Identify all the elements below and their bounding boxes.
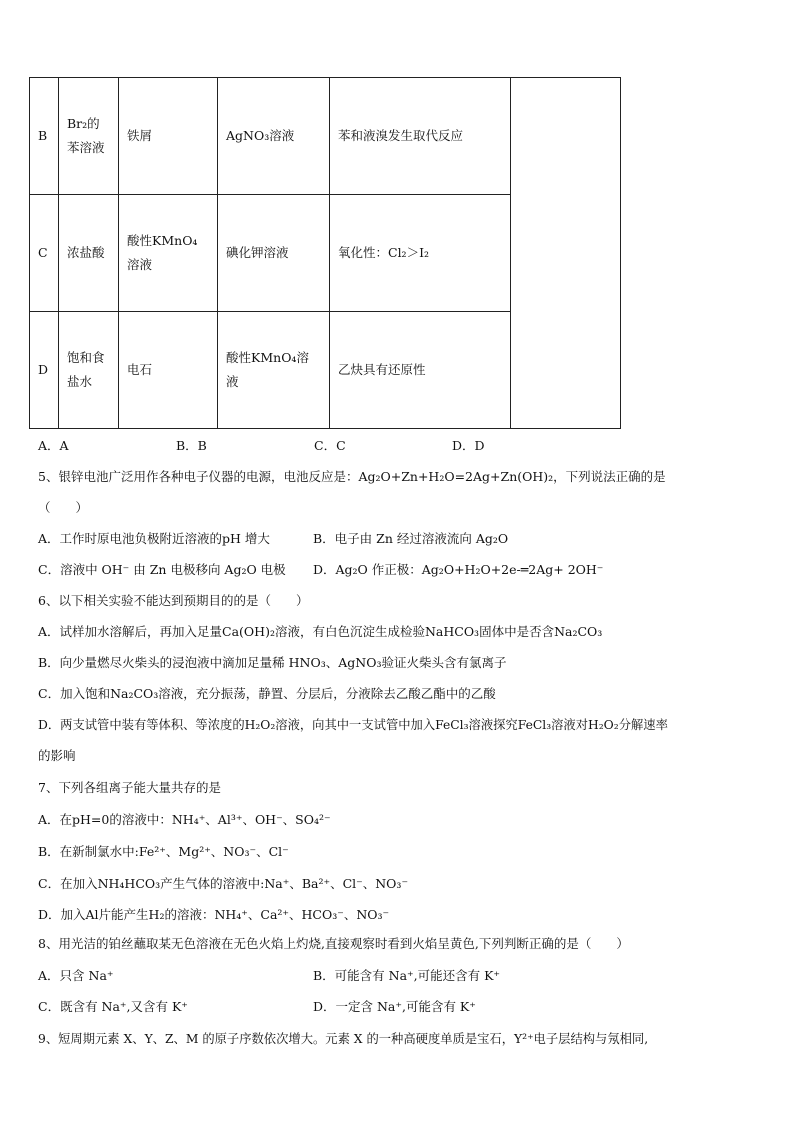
q8-option-c[interactable]: C．既含有 Na⁺,又含有 K⁺ bbox=[38, 999, 188, 1014]
q9-stem: 9、短周期元素 X、Y、Z、M 的原子序数依次增大。元素 X 的一种高硬度单质是宝石，Y²⁺电子层结构与氖相同, bbox=[38, 1032, 649, 1046]
empty-cell bbox=[511, 78, 621, 429]
q7-stem: 7、下列各组离子能大量共存的是 bbox=[38, 780, 221, 795]
reagent-a: 饱和食盐水 bbox=[59, 312, 119, 429]
row-label: C bbox=[30, 195, 59, 312]
q4-option-d[interactable]: D．D bbox=[452, 438, 485, 453]
q5-option-a[interactable]: A．工作时原电池负极附近溶液的pH 增大 bbox=[38, 531, 270, 546]
q4-option-b[interactable]: B．B bbox=[176, 438, 207, 453]
q5-stem: 5、银锌电池广泛用作各种电子仪器的电源，电池反应是：Ag₂O+Zn+H₂O=2Ag+Zn(OH)₂，下列说法正确的是 bbox=[38, 469, 666, 484]
row-label: B bbox=[30, 78, 59, 195]
q8-option-d[interactable]: D．一定含 Na⁺,可能含有 K⁺ bbox=[313, 999, 476, 1014]
q4-option-a[interactable]: A．A bbox=[38, 438, 69, 453]
conclusion: 苯和液溴发生取代反应 bbox=[330, 78, 511, 195]
table-row bbox=[30, 78, 621, 195]
q6-option-b[interactable]: B．向少量燃尽火柴头的浸泡液中滴加足量稀 HNO₃、AgNO₃验证火柴头含有氯离子 bbox=[38, 655, 507, 670]
reagent-c: 酸性KMnO₄溶液 bbox=[218, 312, 330, 429]
q8-option-b[interactable]: B．可能含有 Na⁺,可能还含有 K⁺ bbox=[313, 968, 501, 983]
q6-option-a[interactable]: A．试样加水溶解后，再加入足量Ca(OH)₂溶液，有白色沉淀生成检验NaHCO₃固体中是否含Na₂CO₃ bbox=[38, 624, 603, 639]
q7-option-b[interactable]: B．在新制氯水中:Fe²⁺、Mg²⁺、NO₃⁻、Cl⁻ bbox=[38, 844, 289, 859]
reagent-c: AgNO₃溶液 bbox=[218, 78, 330, 195]
q6-option-d-cont: 的影响 bbox=[38, 748, 76, 763]
q6-option-c[interactable]: C．加入饱和Na₂CO₃溶液，充分振荡，静置、分层后，分液除去乙酸乙酯中的乙酸 bbox=[38, 686, 496, 701]
reagent-a: 浓盐酸 bbox=[59, 195, 119, 312]
q5-option-c[interactable]: C．溶液中 OH⁻ 由 Zn 电极移向 Ag₂O 电极 bbox=[38, 562, 286, 577]
reagent-b: 酸性KMnO₄溶液 bbox=[119, 195, 218, 312]
experiment-table bbox=[29, 77, 621, 429]
reagent-a: Br₂的苯溶液 bbox=[59, 78, 119, 195]
q8-stem: 8、用光洁的铂丝蘸取某无色溶液在无色火焰上灼烧,直接观察时看到火焰呈黄色,下列判断正确的是（ ） bbox=[38, 936, 629, 951]
q5-option-b[interactable]: B．电子由 Zn 经过溶液流向 Ag₂O bbox=[313, 531, 509, 546]
reagent-b: 铁屑 bbox=[119, 78, 218, 195]
q6-stem: 6、以下相关实验不能达到预期目的的是（ ） bbox=[38, 593, 309, 608]
reagent-c: 碘化钾溶液 bbox=[218, 195, 330, 312]
q7-option-c[interactable]: C．在加入NH₄HCO₃产生气体的溶液中:Na⁺、Ba²⁺、Cl⁻、NO₃⁻ bbox=[38, 876, 409, 891]
q7-option-d[interactable]: D．加入Al片能产生H₂的溶液：NH₄⁺、Ca²⁺、HCO₃⁻、NO₃⁻ bbox=[38, 907, 390, 922]
q4-option-c[interactable]: C．C bbox=[314, 438, 346, 453]
q5-answer-blank: （ ） bbox=[38, 500, 89, 515]
conclusion: 乙炔具有还原性 bbox=[330, 312, 511, 429]
conclusion: 氧化性：Cl₂＞I₂ bbox=[330, 195, 511, 312]
row-label: D bbox=[30, 312, 59, 429]
q5-option-d[interactable]: D．Ag₂O 作正极：Ag₂O+H₂O+2e-═2Ag+ 2OH⁻ bbox=[313, 562, 604, 577]
q6-option-d[interactable]: D．两支试管中装有等体积、等浓度的H₂O₂溶液，向其中一支试管中加入FeCl₃溶液探究FeCl₃溶液对H₂O₂分解速率 bbox=[38, 718, 668, 732]
q8-option-a[interactable]: A．只含 Na⁺ bbox=[38, 968, 114, 983]
reagent-b: 电石 bbox=[119, 312, 218, 429]
q7-option-a[interactable]: A．在pH=0的溶液中：NH₄⁺、Al³⁺、OH⁻、SO₄²⁻ bbox=[38, 812, 331, 827]
